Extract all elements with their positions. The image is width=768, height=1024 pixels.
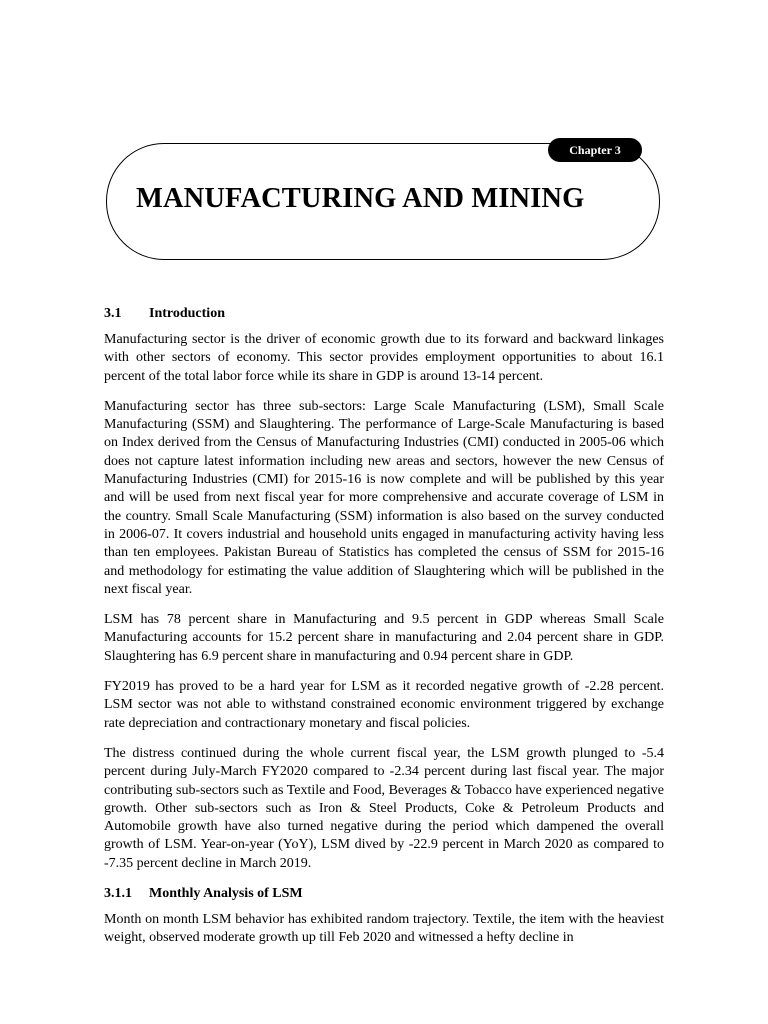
section-heading-monthly-analysis — [104, 885, 664, 903]
paragraph-2: Manufacturing sector has three sub-sectors: Large Scale Manufacturing (LSM), Small Scale Manufacturing (SSM) and Slaughtering. The performance of Large-Scale Manufacturing is based on Index derived from the Census of Manufacturing Industries (CMI) conducted in 2005-06 which does not capture latest information including new areas and sectors, however the new Census of Manufacturing Industries (CMI) for 2015-16 is now complete and will be published by this year and will be used from next fiscal year for more comprehensive and accurate coverage of LSM in the country. Small Scale Manufacturing (SSM) information is also based on the survey conducted in 2006-07. It covers industrial and household units engaged in manufacturing activity having less than ten employees. Pakistan Bureau of Statistics has completed the census of SSM for 2015-16 and methodology for estimating the value addition of Slaughtering which will be published in the next fiscal year. — [104, 398, 664, 597]
section-number: 3.1.1 — [104, 886, 132, 902]
paragraph-4: FY2019 has proved to be a hard year for LSM as it recorded negative growth of -2.28 percent. LSM sector was not able to withstand constrained economic environment triggered by exchange rate depreciation and contractionary monetary and fiscal policies. — [104, 679, 664, 731]
section-title: Introduction — [149, 306, 225, 321]
paragraph-6: Month on month LSM behavior has exhibited random trajectory. Textile, the item with the heaviest weight, observed moderate growth up till Feb 2020 and witnessed a hefty decline in — [104, 912, 664, 946]
page-content — [104, 305, 664, 960]
section-number: 3.1 — [104, 306, 122, 321]
section-heading-introduction — [104, 305, 664, 323]
chapter-tab: Chapter 3 — [548, 138, 642, 162]
paragraph-5: The distress continued during the whole current fiscal year, the LSM growth plunged to -5.4 percent during July-March FY2020 compared to -2.34 percent during last fiscal year. The major contributing sub-sectors such as Textile and Food, Beverages & Tobacco have experienced negative growth. Other sub-sectors such as Iron & Steel Products, Coke & Petroleum Products and Automobile growth have also turned negative during the period which dampened the overall growth of LSM. Year-on-year (YoY), LSM dived by -22.9 percent in March 2020 as compared to -7.35 percent decline in March 2019. — [104, 745, 664, 871]
section-title: Monthly Analysis of LSM — [149, 886, 303, 902]
chapter-title: MANUFACTURING AND MINING — [136, 183, 585, 214]
paragraph-3: LSM has 78 percent share in Manufacturing and 9.5 percent in GDP whereas Small Scale Manufacturing accounts for 15.2 percent share in manufacturing and 2.04 percent share in GDP. Slaughtering has 6.9 percent share in manufacturing and 0.94 percent share in GDP. — [104, 612, 664, 664]
paragraph-1: Manufacturing sector is the driver of economic growth due to its forward and backward linkages with other sectors of economy. This sector provides employment opportunities to about 16.1 percent of the total labor force while its share in GDP is around 13-14 percent. — [104, 332, 664, 384]
